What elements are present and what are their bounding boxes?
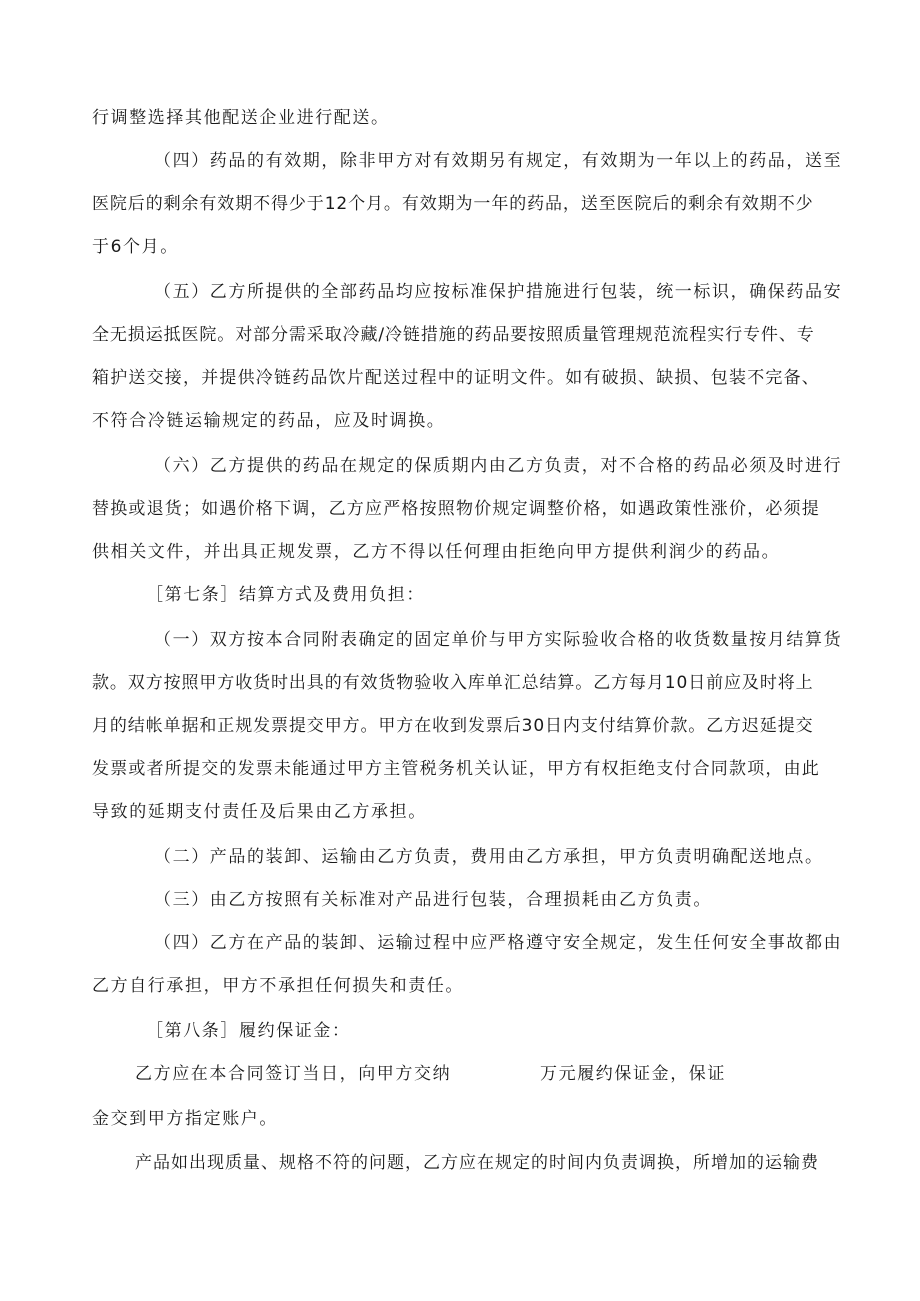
text-line: （一）双方按本合同附表确定的固定单价与甲方实际验收合格的收货数量按月结算货 [154,630,843,650]
text-line: （五）乙方所提供的全部药品均应按标准保护措施进行包装，统一标识，确保药品安 [154,282,843,302]
text-line: 导致的延期支付责任及后果由乙方承担。 [92,802,427,822]
text-line: 乙方自行承担，甲方不承担任何损失和责任。 [92,976,464,996]
text-line: 于6个月。 [92,237,179,257]
text-line: 款。双方按照甲方收货时出具的有效货物验收入库单汇总结算。乙方每月10日前应及时将上 [92,673,814,693]
article-heading: ［第七条］结算方式及费用负担： [146,585,425,605]
text-line: （二）产品的装卸、运输由乙方负责，费用由乙方承担，甲方负责明确配送地点。 [154,847,824,867]
article-heading: ［第八条］履约保证金： [146,1021,351,1041]
text-line: 发票或者所提交的发票未能通过甲方主管税务机关认证，甲方有权拒绝支付合同款项，由此 [92,759,820,779]
text-line: 月的结帐单据和正规发票提交甲方。甲方在收到发票后30日内支付结算价款。乙方迟延提交 [92,716,814,736]
text-line: 金交到甲方指定账户。 [92,1109,278,1129]
text-line: 替换或退货；如遇价格下调，乙方应严格按照物价规定调整价格，如遇政策性涨价，必须提 [92,499,820,519]
text-line: 箱护送交接，并提供冷链药品饮片配送过程中的证明文件。如有破损、缺损、包装不完备、 [92,368,820,388]
text-line: 全无损运抵医院。对部分需采取冷藏/冷链措施的药品要按照质量管理规范流程实行专件、专 [92,325,815,345]
text-line: 万元履约保证金，保证 [540,1064,726,1084]
text-line: 乙方应在本合同签订当日，向甲方交纳 [135,1064,452,1084]
text-line: 医院后的剩余有效期不得少于12个月。有效期为一年的药品，送至医院后的剩余有效期不少 [92,194,814,214]
text-line: （六）乙方提供的药品在规定的保质期内由乙方负责，对不合格的药品必须及时进行 [154,456,843,476]
text-line: 供相关文件，并出具正规发票，乙方不得以任何理由拒绝向甲方提供利润少的药品。 [92,542,781,562]
text-line: （三）由乙方按照有关标准对产品进行包装，合理损耗由乙方负责。 [154,890,712,910]
text-line: （四）乙方在产品的装卸、运输过程中应严格遵守安全规定，发生任何安全事故都由 [154,933,843,953]
text-line: 不符合冷链运输规定的药品，应及时调换。 [92,411,446,431]
text-line: 产品如出现质量、规格不符的问题，乙方应在规定的时间内负责调换，所增加的运输费 [135,1153,819,1173]
text-line: 行调整选择其他配送企业进行配送。 [92,108,390,128]
text-line: （四）药品的有效期，除非甲方对有效期另有规定，有效期为一年以上的药品，送至 [154,151,843,171]
